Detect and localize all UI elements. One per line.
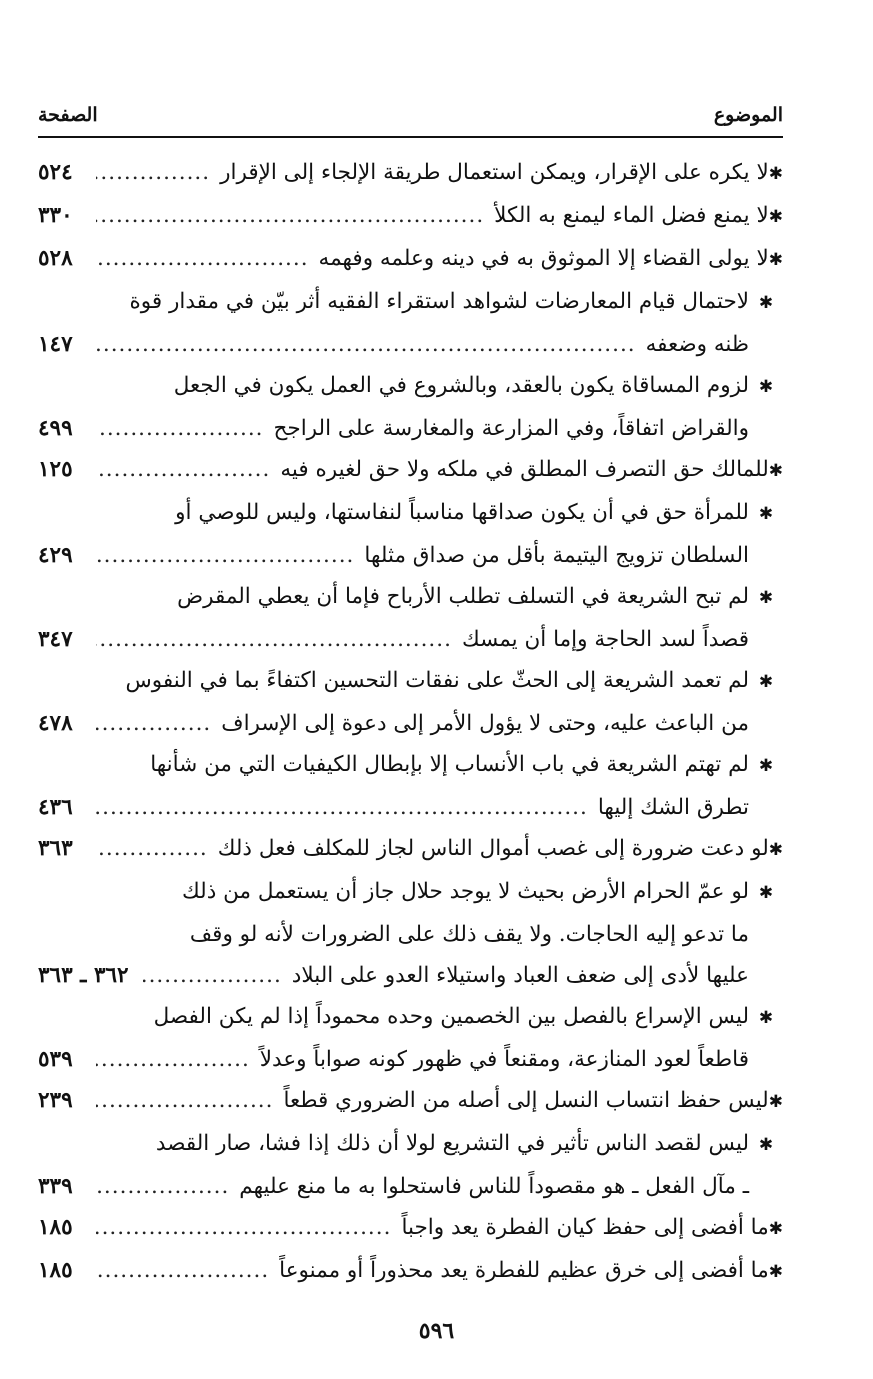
asterisk-bullet-icon: ✱ xyxy=(768,1219,783,1239)
index-entry xyxy=(38,871,783,996)
entry-line xyxy=(38,576,783,619)
entry-text: ليس لقصد الناس تأثير في التشريع لولا أن ذلك إذا فشا، صار القصد xyxy=(155,1131,749,1156)
leader-dots xyxy=(143,955,282,996)
entry-page-number: ٤٧٨ xyxy=(38,711,73,736)
leader-dots xyxy=(96,828,208,869)
entry-page-number: ٥٢٨ xyxy=(38,246,73,271)
asterisk-bullet-icon: ✱ xyxy=(768,840,783,860)
entry-line xyxy=(38,996,783,1039)
entry-line xyxy=(38,955,783,996)
entry-line xyxy=(38,238,783,281)
topic-column-label: الموضوع xyxy=(713,104,783,126)
index-entry xyxy=(38,1123,783,1207)
entry-line xyxy=(38,828,783,871)
entry-line xyxy=(38,787,783,828)
entry-text: لا يمنع فضل الماء ليمنع به الكلأ xyxy=(494,203,769,228)
index-entry xyxy=(38,195,783,238)
asterisk-bullet-icon: ✱ xyxy=(768,1092,783,1112)
entry-line xyxy=(38,408,783,449)
leader-dots xyxy=(96,408,264,449)
entry-page-number: ٣٦٣ xyxy=(38,836,73,861)
entry-line xyxy=(38,871,783,914)
entry-page-number: ٤٢٩ xyxy=(38,543,73,568)
entry-line xyxy=(38,744,783,787)
asterisk-bullet-icon: ✱ xyxy=(758,883,774,903)
page-number: ٥٩٦ xyxy=(418,1318,455,1344)
entry-line xyxy=(38,449,783,492)
leader-dots xyxy=(96,152,210,193)
asterisk-bullet-icon: ✱ xyxy=(768,164,783,184)
entry-text: ـ مآل الفعل ـ هو مقصوداً للناس فاستحلوا به ما منع عليهم xyxy=(239,1174,749,1199)
entry-line xyxy=(38,492,783,535)
entry-page-number: ١٨٥ xyxy=(38,1215,73,1240)
entry-page-number: ١٢٥ xyxy=(38,457,73,482)
entry-line xyxy=(38,619,783,660)
index-entries xyxy=(38,152,783,1293)
entry-text: للمرأة حق في أن يكون صداقها مناسباً لنفاستها، وليس للوصي أو xyxy=(175,500,749,525)
entry-line xyxy=(38,1166,783,1207)
entry-text: لزوم المساقاة يكون بالعقد، وبالشروع في العمل يكون في الجعل xyxy=(173,373,749,398)
leader-dots xyxy=(96,1039,250,1080)
asterisk-bullet-icon: ✱ xyxy=(758,588,774,608)
entry-text: من الباعث عليه، وحتى لا يؤول الأمر إلى دعوة إلى الإسراف xyxy=(221,711,749,736)
entry-text: لم تهتم الشريعة في باب الأنساب إلا بإبطال الكيفيات التي من شأنها xyxy=(150,752,749,777)
entry-line xyxy=(38,535,783,576)
index-entry xyxy=(38,576,783,660)
entry-line xyxy=(38,365,783,408)
entry-text: للمالك حق التصرف المطلق في ملكه ولا حق لغيره فيه xyxy=(280,457,769,482)
entry-page-number: ٣٣٠ xyxy=(38,203,73,228)
entry-page-number: ٣٦٢ ـ ٣٦٣ xyxy=(38,963,129,988)
entry-text: ليس الإسراع بالفصل بين الخصمين وحده محموداً إذا لم يكن الفصل xyxy=(153,1004,749,1029)
entry-text: قاطعاً لعود المنازعة، ومقنعاً في ظهور كونه صواباً وعدلاً xyxy=(259,1047,749,1072)
index-entry xyxy=(38,744,783,828)
asterisk-bullet-icon: ✱ xyxy=(758,293,774,313)
entry-text: لاحتمال قيام المعارضات لشواهد استقراء الفقيه أثر بيّن في مقدار قوة xyxy=(129,289,749,314)
entry-line xyxy=(38,660,783,703)
entry-text: ما أفضى إلى خرق عظيم للفطرة يعد محذوراً أو ممنوعاً xyxy=(279,1258,769,1283)
entry-line xyxy=(38,1080,783,1123)
entry-text: السلطان تزويج اليتيمة بأقل من صداق مثلها xyxy=(364,543,749,568)
entry-text: ظنه وضعفه xyxy=(645,332,749,357)
page-column-label: الصفحة xyxy=(38,104,98,126)
entry-line xyxy=(38,703,783,744)
leader-dots xyxy=(96,1207,391,1248)
leader-dots xyxy=(96,195,484,236)
entry-line xyxy=(38,1250,783,1293)
entry-line xyxy=(38,281,783,324)
entry-page-number: ٥٣٩ xyxy=(38,1047,73,1072)
asterisk-bullet-icon: ✱ xyxy=(758,672,774,692)
asterisk-bullet-icon: ✱ xyxy=(758,377,774,397)
entry-text: عليها لأدى إلى ضعف العباد واستيلاء العدو على البلاد xyxy=(291,963,749,988)
asterisk-bullet-icon: ✱ xyxy=(758,1135,774,1155)
index-entry xyxy=(38,828,783,871)
entry-page-number: ١٤٧ xyxy=(38,332,73,357)
index-entry xyxy=(38,1207,783,1250)
entry-text: لا يولى القضاء إلا الموثوق به في دينه وعلمه وفهمه xyxy=(318,246,769,271)
entry-line xyxy=(38,914,783,955)
entry-line xyxy=(38,1039,783,1080)
leader-dots xyxy=(96,324,636,365)
entry-line xyxy=(38,1207,783,1250)
index-entry xyxy=(38,492,783,576)
entry-page-number: ٤٣٦ xyxy=(38,795,73,820)
index-entry xyxy=(38,238,783,281)
asterisk-bullet-icon: ✱ xyxy=(768,207,783,227)
leader-dots xyxy=(96,619,452,660)
leader-dots xyxy=(96,1250,269,1291)
entry-page-number: ٥٢٤ xyxy=(38,160,73,185)
entry-line xyxy=(38,324,783,365)
entry-page-number: ٤٩٩ xyxy=(38,416,73,441)
entry-text: قصداً لسد الحاجة وإما أن يمسك xyxy=(461,627,749,652)
entry-text: ليس حفظ انتساب النسل إلى أصله من الضروري قطعاً xyxy=(283,1088,769,1113)
entry-text: لو دعت ضرورة إلى غصب أموال الناس لجاز للمكلف فعل ذلك xyxy=(217,836,769,861)
index-entry xyxy=(38,281,783,365)
index-entry xyxy=(38,1250,783,1293)
entry-page-number: ٣٣٩ xyxy=(38,1174,73,1199)
entry-line xyxy=(38,1123,783,1166)
index-entry xyxy=(38,365,783,449)
asterisk-bullet-icon: ✱ xyxy=(758,504,774,524)
entry-page-number: ١٨٥ xyxy=(38,1258,73,1283)
entry-line xyxy=(38,195,783,238)
entry-text: لم تبح الشريعة في التسلف تطلب الأرباح فإما أن يعطي المقرض xyxy=(177,584,749,609)
asterisk-bullet-icon: ✱ xyxy=(758,756,774,776)
asterisk-bullet-icon: ✱ xyxy=(768,250,783,270)
index-entry xyxy=(38,152,783,195)
index-page xyxy=(38,96,783,1293)
leader-dots xyxy=(96,535,354,576)
entry-text: لم تعمد الشريعة إلى الحثّ على نفقات التحسين اكتفاءً بما في النفوس xyxy=(125,668,749,693)
entry-text: ما تدعو إليه الحاجات. ولا يقف ذلك على الضرورات لأنه لو وقف xyxy=(189,922,749,947)
index-entry xyxy=(38,1080,783,1123)
leader-dots xyxy=(96,1080,273,1121)
leader-dots xyxy=(96,787,588,828)
entry-line xyxy=(38,152,783,195)
entry-text: تطرق الشك إليها xyxy=(597,795,749,820)
leader-dots xyxy=(96,449,270,490)
leader-dots xyxy=(96,1166,229,1207)
asterisk-bullet-icon: ✱ xyxy=(768,1262,783,1282)
entry-text: ما أفضى إلى حفظ كيان الفطرة يعد واجباً xyxy=(401,1215,769,1240)
asterisk-bullet-icon: ✱ xyxy=(758,1008,774,1028)
entry-page-number: ٣٤٧ xyxy=(38,627,73,652)
entry-page-number: ٢٣٩ xyxy=(38,1088,73,1113)
index-entry xyxy=(38,660,783,744)
entry-text: والقراض اتفاقاً، وفي المزارعة والمغارسة على الراجح xyxy=(273,416,749,441)
leader-dots xyxy=(96,238,309,279)
asterisk-bullet-icon: ✱ xyxy=(768,461,783,481)
entry-text: لا يكره على الإقرار، ويمكن استعمال طريقة الإلجاء إلى الإقرار xyxy=(220,160,769,185)
leader-dots xyxy=(96,703,211,744)
index-header xyxy=(38,96,783,138)
entry-text: لو عمّ الحرام الأرض بحيث لا يوجد حلال جاز أن يستعمل من ذلك xyxy=(182,879,749,904)
index-entry xyxy=(38,449,783,492)
index-entry xyxy=(38,996,783,1080)
